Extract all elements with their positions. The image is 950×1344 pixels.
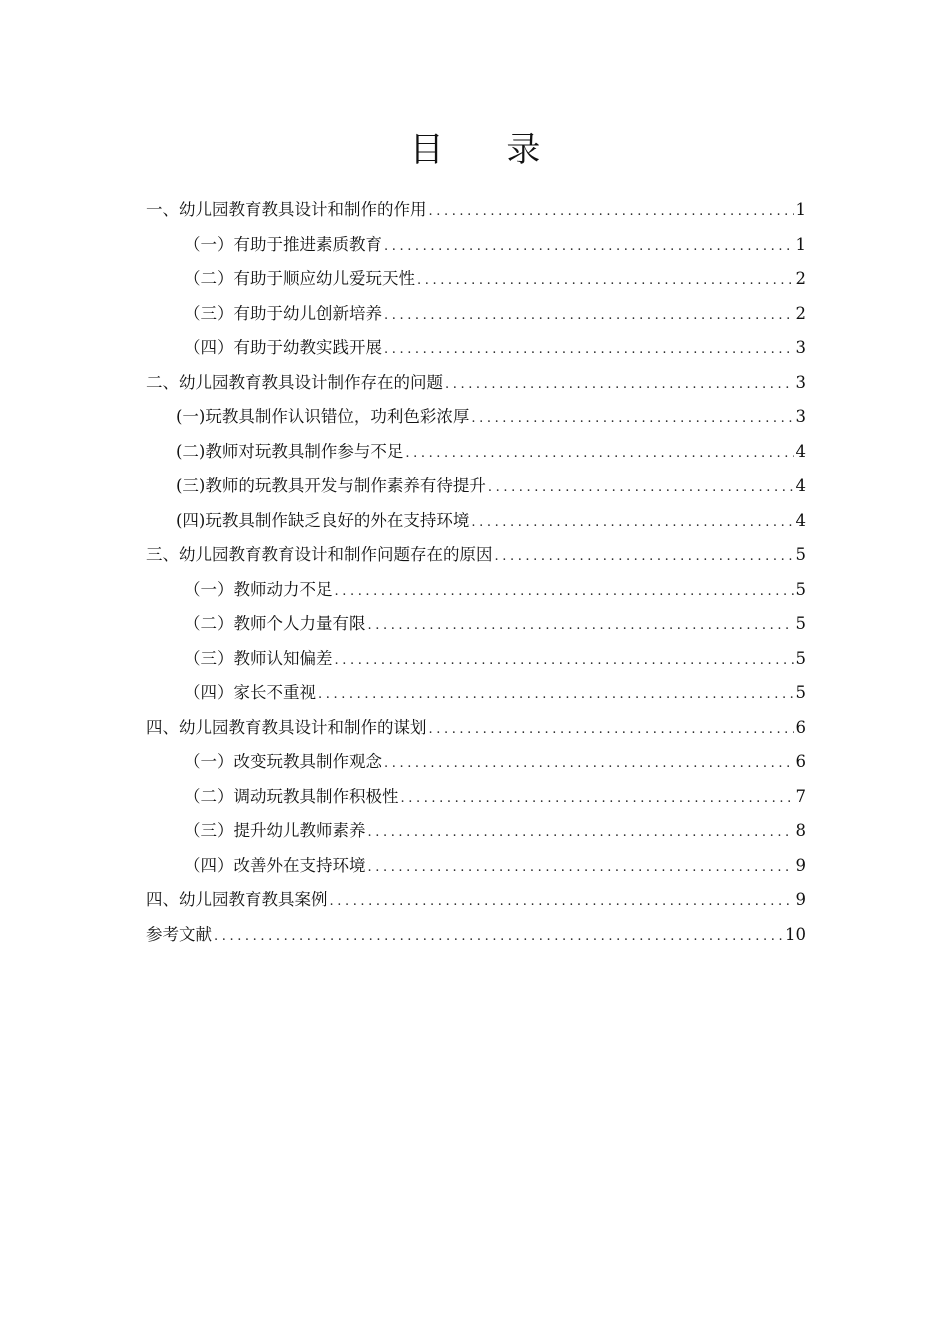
toc-leader-dots [471,402,793,437]
toc-entry[interactable] [146,435,806,470]
toc-page-number: 2 [795,303,806,323]
toc-page-number: 4 [795,510,806,530]
toc-entry-title: （二）有助于顺应幼儿爱玩天性 [184,269,415,288]
toc-entry-title: 四、幼儿园教育教具设计和制作的谋划 [146,717,427,737]
toc-leader-dots [384,230,794,265]
toc-leader-dots [330,885,794,920]
toc-leader-dots [488,471,794,506]
toc-entry[interactable] [146,676,806,711]
toc-entry[interactable] [146,538,806,573]
toc-page-number: 3 [795,407,806,426]
toc-page-number: 9 [795,855,806,875]
toc-leader-dots [368,609,794,644]
toc-leader-dots [214,920,783,955]
toc-entry-title: (二)教师对玩教具制作参与不足 [176,441,404,461]
toc-entry[interactable] [146,469,806,504]
toc-entry[interactable] [146,504,806,539]
toc-entry[interactable] [146,814,806,849]
toc-page-number: 5 [795,614,806,633]
toc-entry-title: （三）提升幼儿教师素养 [184,821,366,840]
toc-entry[interactable] [146,918,806,953]
toc-leader-dots [368,816,794,851]
toc-entry[interactable] [146,642,806,677]
toc-leader-dots [429,713,794,748]
toc-entry-title: （二）教师个人力量有限 [184,614,366,633]
toc-entry-title: （一）有助于推进素质教育 [184,234,382,254]
toc-leader-dots [471,506,793,541]
toc-entry[interactable] [146,193,806,228]
toc-page-number: 6 [795,752,806,771]
toc-entry-title: （四）改善外在支持环境 [184,855,366,875]
toc-page-number: 3 [795,338,806,357]
toc-entry[interactable] [146,400,806,435]
toc-entry[interactable] [146,297,806,332]
toc-page-number: 4 [795,476,806,495]
toc-entry[interactable] [146,745,806,780]
toc-entry[interactable] [146,780,806,815]
toc-entry-title: （一）改变玩教具制作观念 [184,752,382,771]
toc-leader-dots [417,264,794,299]
toc-entry-title: (一)玩教具制作认识错位，功利色彩浓厚 [176,407,470,426]
toc-entry-title: （四）家长不重视 [184,683,316,702]
toc-page-number: 5 [795,683,806,702]
toc-entry-title: 一、幼儿园教育教具设计和制作的作用 [146,200,427,219]
toc-leader-dots [405,437,793,472]
toc-page-number: 8 [795,821,806,840]
toc-leader-dots [318,678,794,713]
toc-entry-title: （一）教师动力不足 [184,579,333,599]
toc-entry[interactable] [146,711,806,746]
toc-leader-dots [384,299,794,334]
toc-entry-title: 参考文献 [146,924,212,944]
toc-entry-title: （三）有助于幼儿创新培养 [184,303,382,323]
toc-page-number: 9 [795,890,806,909]
toc-entry[interactable] [146,228,806,263]
toc-leader-dots [401,782,794,817]
toc-page-number: 3 [795,372,806,392]
toc-page-number: 5 [795,648,806,668]
toc-page-number: 5 [795,579,806,599]
toc-page-number: 5 [795,545,806,564]
toc-entry-title: (四)玩教具制作缺乏良好的外在支持环境 [176,510,470,530]
toc-leader-dots [335,575,794,610]
toc-leader-dots [384,333,794,368]
toc-entry[interactable] [146,262,806,297]
toc-entry-title: （四）有助于幼教实践开展 [184,338,382,357]
toc-entry[interactable] [146,607,806,642]
toc-entry-title: 二、幼儿园教育教具设计制作存在的问题 [146,372,443,392]
toc-leader-dots [429,195,794,230]
toc-entry[interactable] [146,849,806,884]
toc-page-number: 4 [795,441,806,461]
toc-entry-title: 四、幼儿园教育教具案例 [146,890,328,909]
toc-page-number: 7 [795,786,806,806]
toc-entry[interactable] [146,366,806,401]
toc-entry-title: 三、幼儿园教育教育设计和制作问题存在的原因 [146,545,493,564]
page-title: 目 录 [409,130,567,170]
toc-entry[interactable] [146,331,806,366]
toc-page-number: 6 [795,717,806,737]
toc-leader-dots [495,540,794,575]
toc-page-number: 1 [795,234,806,254]
table-of-contents [146,193,806,952]
toc-leader-dots [384,747,794,782]
toc-entry[interactable] [146,573,806,608]
toc-page-number: 10 [785,924,806,944]
toc-leader-dots [335,644,794,679]
toc-entry-title: (三)教师的玩教具开发与制作素养有待提升 [176,476,486,495]
toc-page-number: 1 [795,200,806,219]
toc-leader-dots [445,368,794,403]
toc-leader-dots [368,851,794,886]
toc-entry[interactable] [146,883,806,918]
toc-page-number: 2 [795,269,806,288]
toc-entry-title: （三）教师认知偏差 [184,648,333,668]
toc-entry-title: （二）调动玩教具制作积极性 [184,786,399,806]
